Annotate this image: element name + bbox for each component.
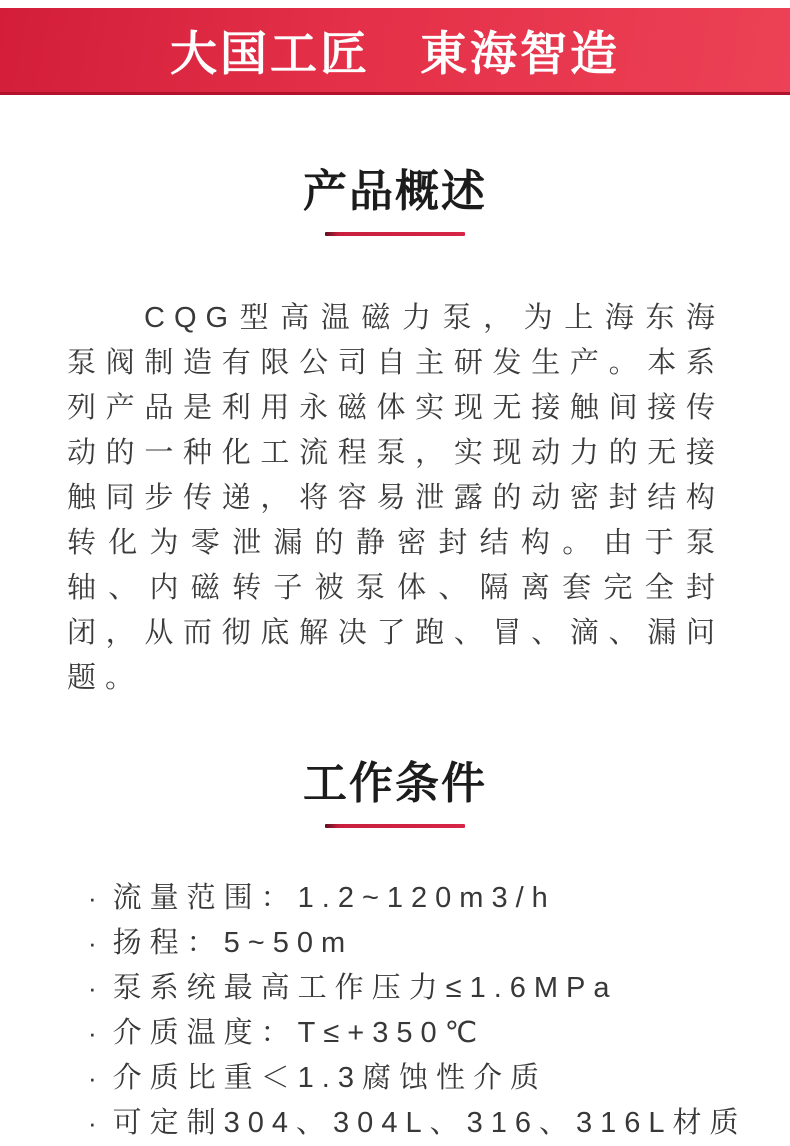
section-conditions bbox=[0, 761, 790, 1146]
bullet-dot: · bbox=[88, 883, 97, 913]
overview-section-title: 产品概述 bbox=[303, 167, 487, 216]
overview-paragraph: CQG型高温磁力泵，为上海东海泵阀制造有限公司自主研发生产。本系列产品是利用永磁体实现无接触间接传动的一种化工流程泵，实现动力的无接触同步传递，将容易泄露的动密封结构转化为零泄漏的静密封结构。由于泵轴、内磁转子被泵体、隔离套完全封闭，从而彻底解决了跑、冒、滴、漏问题。 bbox=[67, 302, 724, 694]
top-banner bbox=[0, 8, 790, 95]
list-item bbox=[88, 921, 770, 966]
bullet-dot: · bbox=[88, 1063, 97, 1093]
list-item bbox=[88, 1101, 770, 1146]
list-item bbox=[88, 966, 770, 1011]
bullet-dot: · bbox=[88, 928, 97, 958]
bullet-dot: · bbox=[88, 1018, 97, 1048]
list-item-text: 介质比重＜1.3腐蚀性介质 bbox=[112, 1062, 547, 1094]
list-item-text: 介质温度：T≤+350℃ bbox=[112, 1017, 486, 1049]
list-item-text: 流量范围：1.2~120m3/h bbox=[112, 882, 556, 914]
bullet-dot: · bbox=[88, 1108, 97, 1138]
banner-title: 大国工匠 東海智造 bbox=[170, 26, 620, 80]
list-item-text: 泵系统最高工作压力≤1.6MPa bbox=[112, 972, 618, 1004]
list-item bbox=[88, 876, 770, 921]
list-item bbox=[88, 1011, 770, 1056]
conditions-list bbox=[0, 876, 790, 1146]
list-item bbox=[88, 1056, 770, 1101]
list-item-text: 扬程：5~50m bbox=[112, 927, 354, 959]
overview-title-underline bbox=[325, 232, 465, 236]
conditions-section-title: 工作条件 bbox=[303, 759, 487, 808]
bullet-dot: · bbox=[88, 973, 97, 1003]
list-item-text: 可定制304、304L、316、316L材质 bbox=[112, 1107, 747, 1139]
section-overview bbox=[0, 169, 790, 701]
conditions-title-underline bbox=[325, 824, 465, 828]
